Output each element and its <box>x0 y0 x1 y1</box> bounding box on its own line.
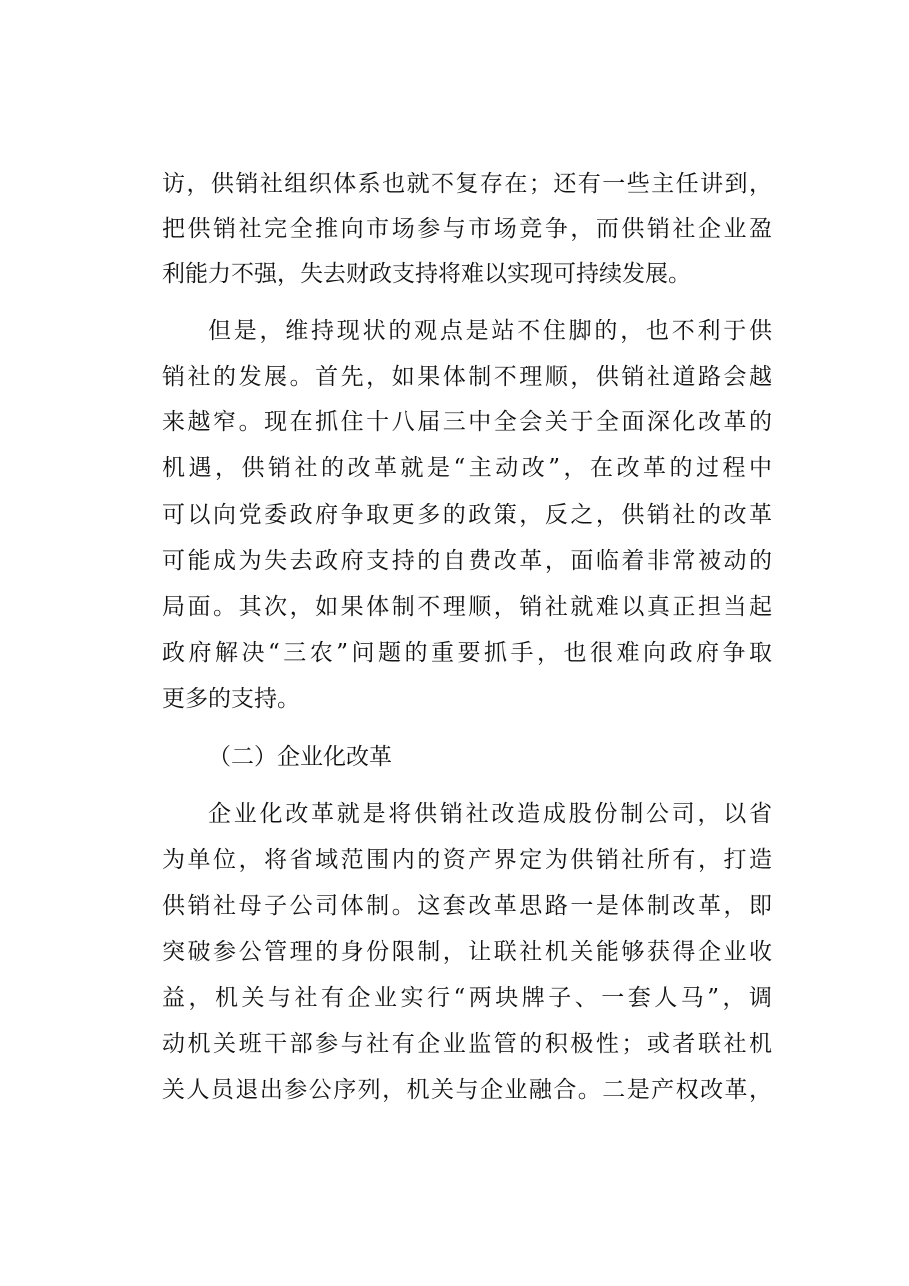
paragraph-2-line-8: 政府解决“三农”问题的重要抓手，也很难向政府争取 <box>162 640 772 666</box>
paragraph-2-line-7: 局面。其次，如果体制不理顺，销社就难以真正担当起 <box>162 594 772 620</box>
paragraph-3-line-7: 关人员退出参公序列，机关与企业融合。二是产权改革， <box>162 1077 772 1103</box>
paragraph-2-line-9: 更多的支持。 <box>162 686 300 712</box>
paragraph-3-line-1: 企业化改革就是将供销社改造成股份制公司，以省 <box>208 801 772 827</box>
paragraph-1-line-2: 把供销社完全推向市场参与市场竞争，而供销社企业盈 <box>162 216 772 242</box>
paragraph-2-line-1: 但是，维持现状的观点是站不住脚的，也不利于供 <box>208 318 772 344</box>
paragraph-3-line-5: 益，机关与社有企业实行“两块牌子、一套人马”，调 <box>162 985 772 1011</box>
paragraph-3-line-3: 供销社母子公司体制。这套改革思路一是体制改革，即 <box>162 893 772 919</box>
paragraph-2-line-5: 可以向党委政府争取更多的政策，反之，供销社的改革 <box>162 502 772 528</box>
paragraph-3-line-2: 为单位，将省域范围内的资产界定为供销社所有，打造 <box>162 847 772 873</box>
paragraph-2-line-3: 来越窄。现在抓住十八届三中全会关于全面深化改革的 <box>162 409 772 435</box>
paragraph-1-line-1: 访，供销社组织体系也就不复存在；还有一些主任讲到， <box>162 171 772 197</box>
paragraph-3-line-4: 突破参公管理的身份限制，让联社机关能够获得企业收 <box>162 939 772 965</box>
section-heading: （二）企业化改革 <box>208 744 392 770</box>
paragraph-2-line-2: 销社的发展。首先，如果体制不理顺，供销社道路会越 <box>162 364 772 390</box>
paragraph-3-line-6: 动机关班干部参与社有企业监管的积极性；或者联社机 <box>162 1031 772 1057</box>
paragraph-2-line-6: 可能成为失去政府支持的自费改革，面临着非常被动的 <box>162 548 772 574</box>
paragraph-2-line-4: 机遇，供销社的改革就是“主动改”，在改革的过程中 <box>162 455 772 481</box>
paragraph-1-line-3: 利能力不强，失去财政支持将难以实现可持续发展。 <box>162 261 691 287</box>
